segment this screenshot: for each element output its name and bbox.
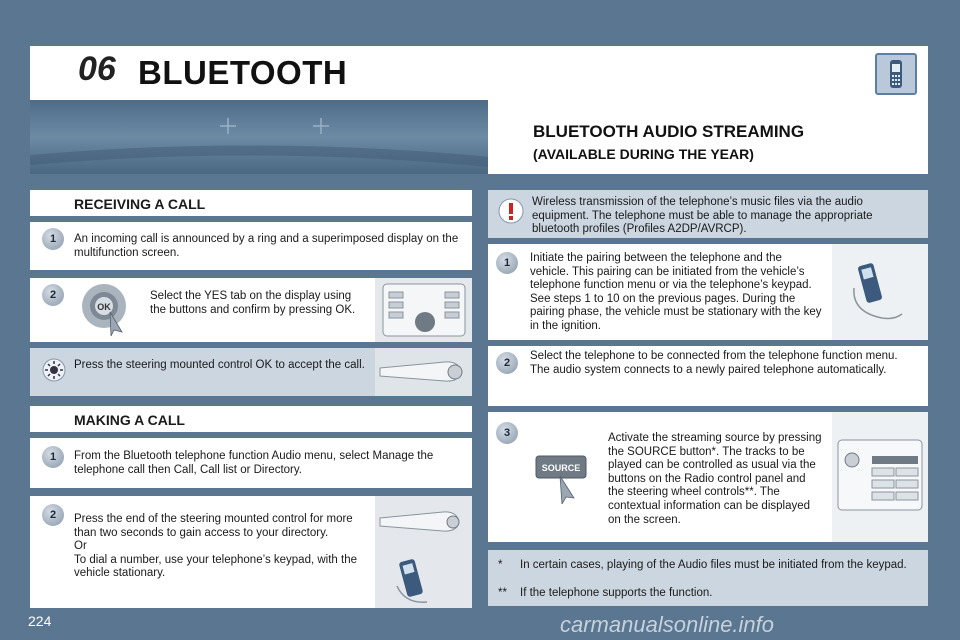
receiving-step-1	[30, 222, 472, 270]
radio-panel-illustration	[375, 278, 472, 342]
warning-icon	[498, 198, 524, 224]
chapter-number: 06	[78, 50, 116, 88]
footnote-text: If the telephone supports the function.	[520, 587, 713, 599]
streaming-step-3	[488, 412, 928, 542]
stalk-and-phone-illustration	[375, 496, 472, 608]
step-line: The audio system connects to a newly paired telephone automatically.	[530, 363, 887, 376]
ok-label: OK	[97, 302, 111, 312]
making-heading: MAKING A CALL	[74, 412, 185, 428]
chapter-header	[30, 46, 928, 100]
streaming-subheading: (AVAILABLE DURING THE YEAR)	[533, 146, 754, 162]
receiving-step-2	[30, 278, 472, 342]
steering-control-icon	[42, 358, 66, 382]
streaming-step-1	[488, 244, 928, 340]
receiving-step-steering	[30, 348, 472, 396]
page-number: 224	[28, 613, 52, 629]
step-badge: 1	[496, 252, 518, 274]
step-text: An incoming call is announced by a ring and a superimposed display on the multifunction screen.	[74, 233, 459, 259]
step-line: To dial a number, use your telephone’s keypad, with the vehicle stationary.	[74, 553, 357, 580]
step-badge: 2	[496, 352, 518, 374]
step-text: From the Bluetooth telephone function Audio menu, select Manage the telephone call then Call, Call list or Directory.	[74, 450, 434, 476]
step-badge: 3	[496, 422, 518, 444]
source-label: SOURCE	[541, 463, 581, 473]
steering-stalk-illustration	[375, 348, 472, 396]
step-text	[74, 513, 366, 581]
streaming-heading: BLUETOOTH AUDIO STREAMING	[533, 122, 805, 141]
footnote-text: In certain cases, playing of the Audio files must be initiated from the keypad.	[520, 559, 907, 571]
warning-text: Wireless transmission of the telephone’s music files via the audio equipment. The telephone must be able to manage the appropriate bluetooth profiles (Profiles A2DP/AVRCP).	[532, 196, 873, 236]
streaming-step-2	[488, 346, 928, 406]
watermark: carmanualsonline.info	[560, 612, 775, 637]
step-badge: 1	[42, 228, 64, 250]
streaming-warning	[488, 190, 928, 238]
streaming-footnotes	[488, 550, 928, 606]
footnote-mark: **	[498, 587, 507, 599]
step-line: Select the telephone to be connected from the telephone function menu.	[530, 350, 898, 362]
step-text: Activate the streaming source by pressing the SOURCE button*. The tracks to be played can be controlled as usual via the buttons on the Radio control panel and the steering wheel controls**. The contextual information can be displayed on the screen.	[608, 432, 822, 526]
step-text: Select the YES tab on the display using the buttons and confirm by pressing OK.	[150, 290, 356, 316]
step-badge: 2	[42, 284, 64, 306]
footnote-mark: *	[498, 559, 503, 571]
step-line: Press the end of the steering mounted control for more than two seconds to gain access to your directory.	[74, 513, 353, 539]
step-text	[530, 350, 914, 377]
mobile-phone-icon	[875, 53, 917, 95]
making-step-1	[30, 438, 472, 488]
receiving-heading: RECEIVING A CALL	[74, 196, 206, 212]
making-heading-bar	[30, 406, 472, 432]
streaming-header	[488, 100, 928, 174]
step-line: Or	[74, 540, 87, 553]
step-text: Press the steering mounted control OK to accept the call.	[74, 359, 365, 371]
hand-phone-illustration	[832, 244, 928, 340]
making-step-2	[30, 496, 472, 608]
step-text: Initiate the pairing between the telephone and the vehicle. This pairing can be initiated from the vehicle’s telephone function menu or via the telephone’s keypad. See steps 1 to 10 on the previous pages. During the pairing phase, the vehicle must be stationary with the key in the ignition.	[530, 252, 822, 332]
source-button-icon	[534, 452, 590, 504]
receiving-heading-bar	[30, 190, 472, 216]
ok-joystick-icon	[78, 282, 130, 336]
step-badge: 1	[42, 446, 64, 468]
radio-source-illustration	[832, 412, 928, 542]
step-badge: 2	[42, 504, 64, 526]
chapter-title: BLUETOOTH	[138, 54, 348, 91]
